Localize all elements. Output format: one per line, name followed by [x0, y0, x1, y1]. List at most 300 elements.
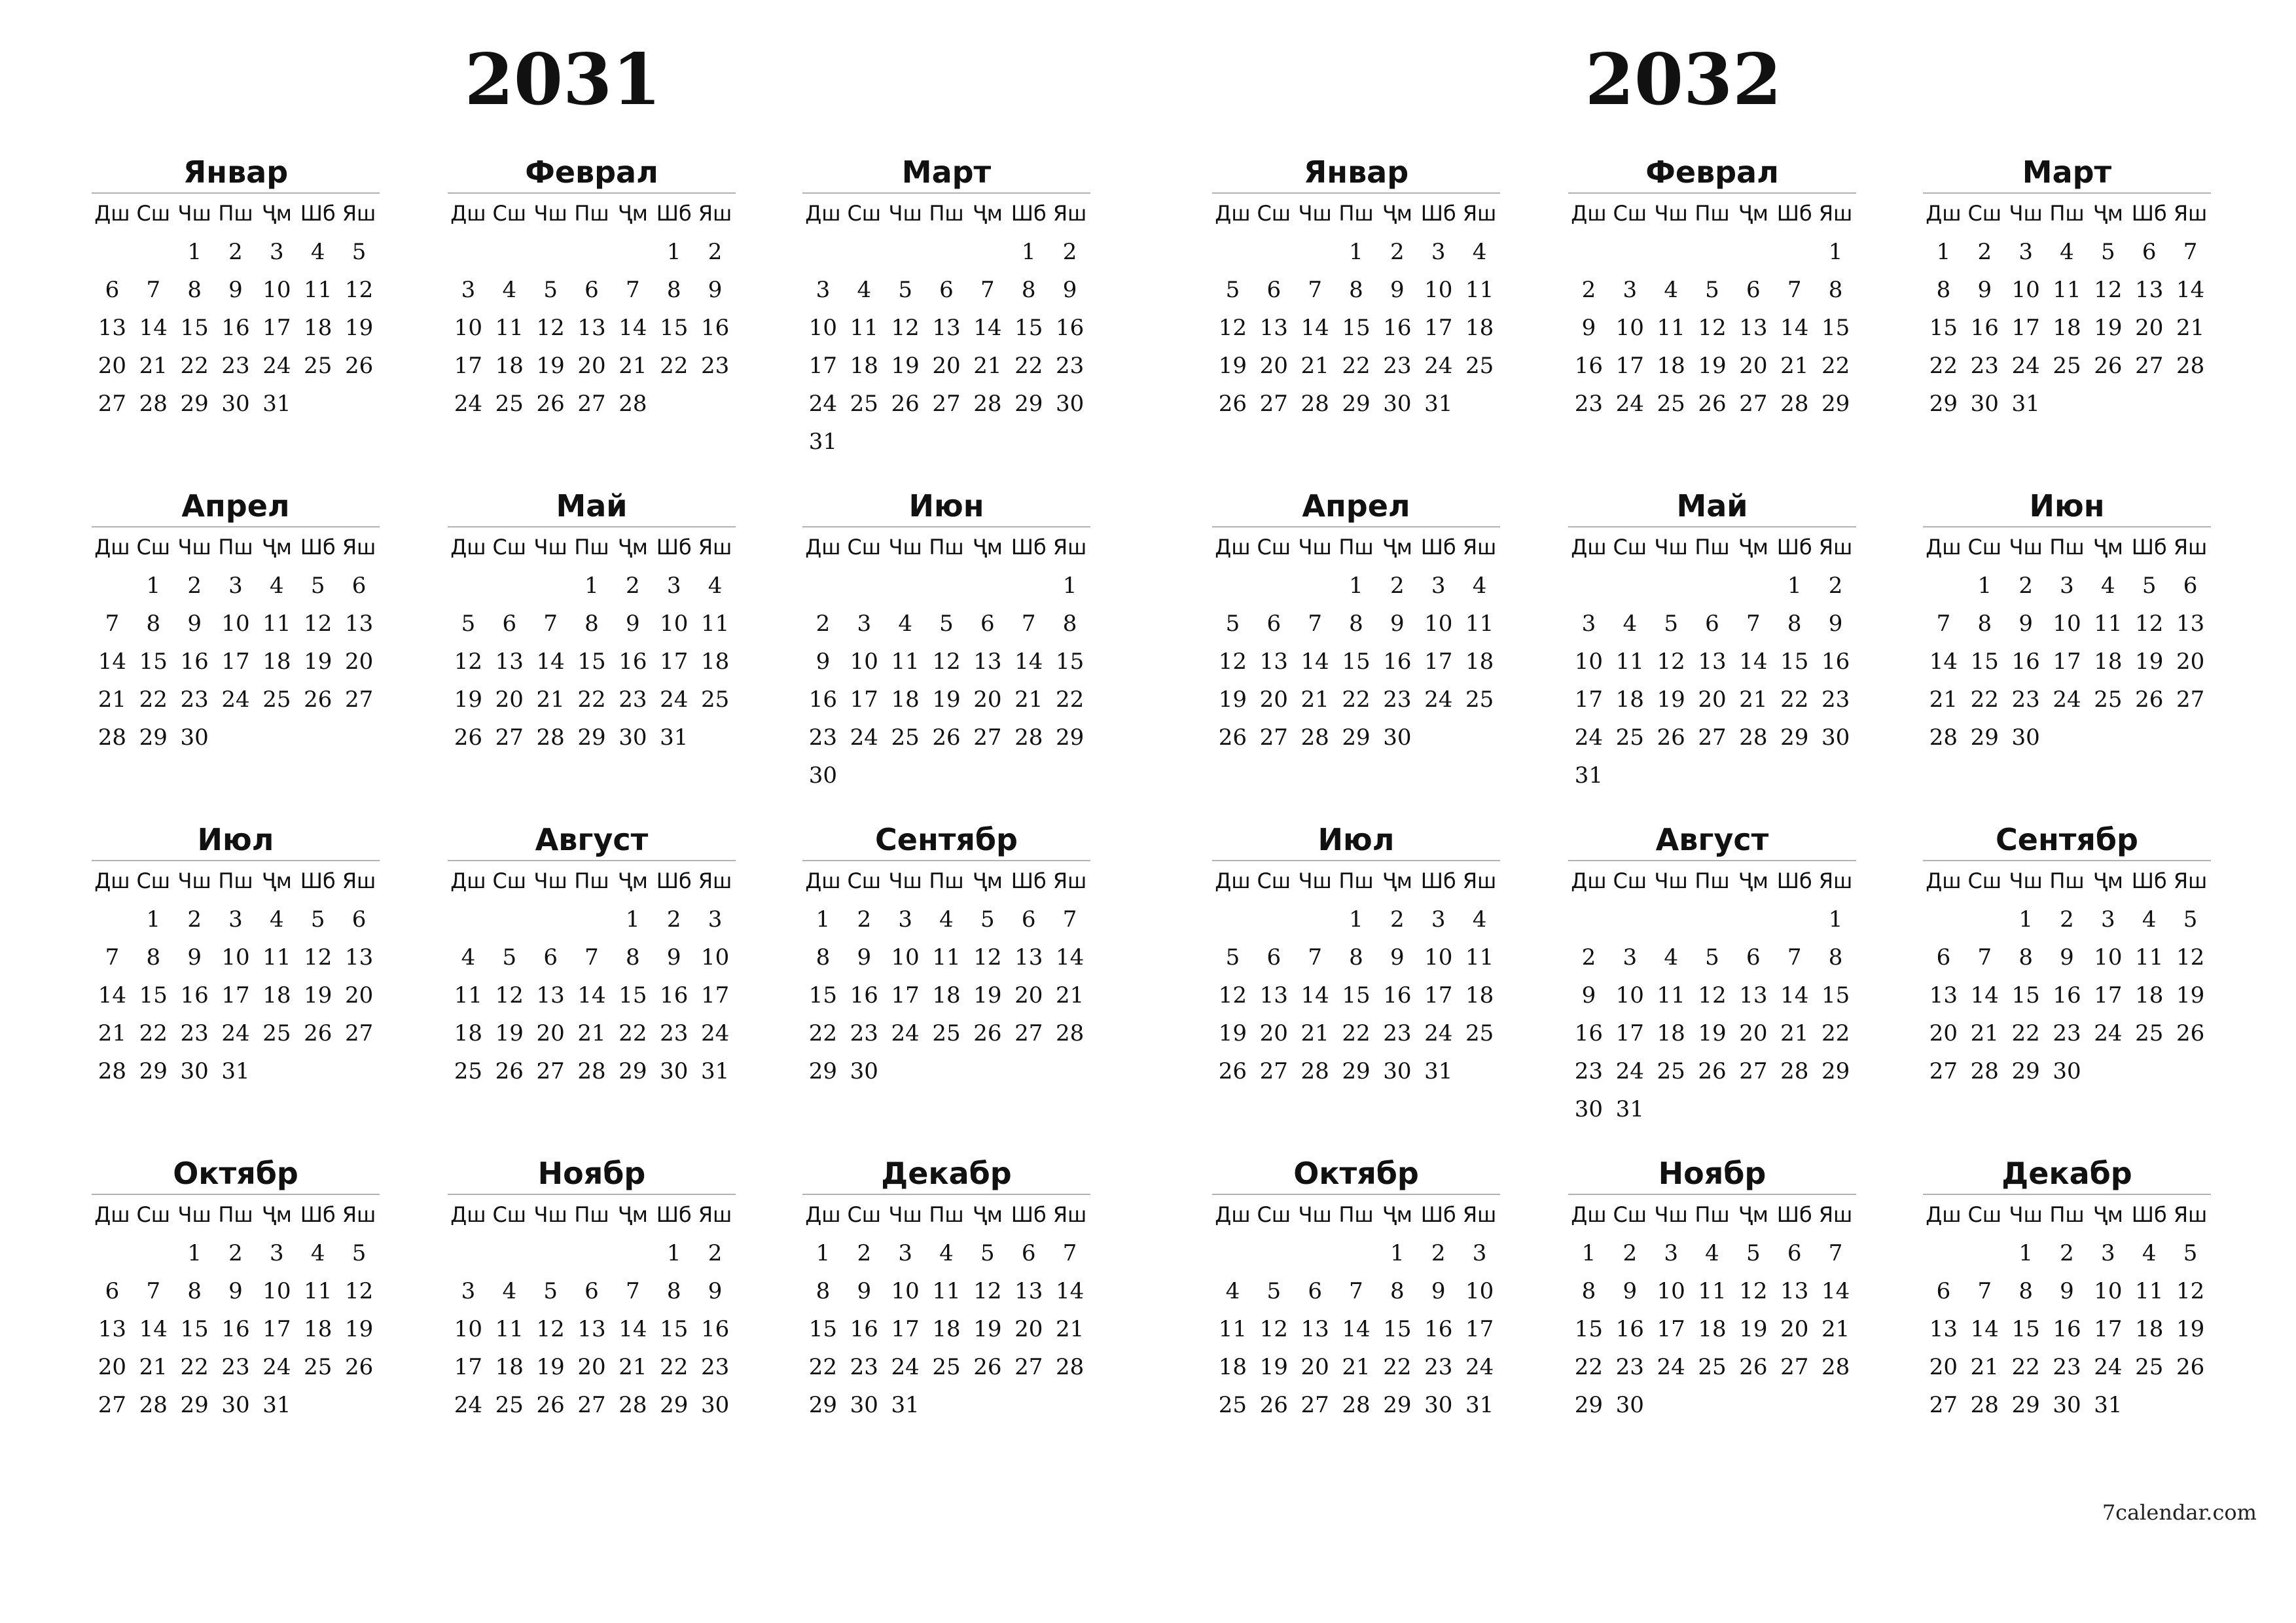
day-cell: 13	[1259, 982, 1288, 1008]
day-cell	[1459, 385, 1500, 423]
week-row	[448, 938, 736, 976]
day-cell: 23	[1383, 353, 1412, 379]
year-block-1	[1212, 0, 2296, 1623]
day-cell: 16	[808, 687, 838, 713]
day-cell: 16	[660, 982, 689, 1008]
weekday-label: Яш	[1462, 1202, 1497, 1227]
year-title: 2031	[464, 39, 662, 121]
day-cell: 26	[1218, 1058, 1247, 1084]
day-cell: 16	[1574, 353, 1604, 379]
weekday-header	[802, 1195, 1090, 1234]
month-name: Май	[1568, 486, 1856, 527]
day-cell: 29	[808, 1392, 838, 1418]
day-cell: 11	[850, 315, 878, 341]
month-block	[1212, 486, 1500, 757]
day-cell: 29	[1929, 391, 1958, 417]
day-cell: 9	[1390, 277, 1405, 303]
day-cell: 13	[1739, 315, 1768, 341]
week-row	[92, 347, 380, 385]
day-cell: 27	[577, 391, 606, 417]
week-row	[1212, 271, 1500, 309]
day-cell: 4	[1705, 1240, 1719, 1266]
day-cell: 4	[1664, 944, 1678, 971]
day-cell: 6	[1705, 611, 1719, 637]
month-block	[448, 486, 736, 757]
day-cell: 23	[180, 687, 209, 713]
day-cell	[1295, 567, 1336, 605]
day-cell: 15	[619, 982, 647, 1008]
day-cell	[1609, 901, 1651, 938]
day-cell: 11	[304, 277, 332, 303]
weekday-label: Шб	[1420, 1202, 1456, 1227]
day-cell: 29	[1574, 1392, 1604, 1418]
day-cell: 29	[139, 1058, 168, 1084]
day-cell: 27	[98, 391, 127, 417]
day-cell: 30	[808, 762, 838, 789]
day-cell	[926, 757, 967, 794]
weekday-header	[448, 194, 736, 233]
day-cell: 4	[270, 573, 284, 599]
day-cell	[1692, 901, 1733, 938]
day-cell: 27	[577, 1392, 606, 1418]
day-cell: 9	[1062, 277, 1077, 303]
weekday-label: Ҷм	[617, 201, 648, 226]
day-cell: 18	[700, 649, 730, 675]
day-cell: 6	[1746, 944, 1761, 971]
weekday-label: Ҷм	[617, 868, 648, 893]
week-row	[802, 1272, 1090, 1310]
weekday-label: Пш	[929, 868, 964, 893]
day-cell: 21	[1300, 1020, 1329, 1046]
day-cell: 24	[221, 1020, 250, 1046]
day-cell	[1774, 757, 1815, 794]
day-cell: 13	[1929, 1316, 1958, 1342]
day-cell: 19	[495, 1020, 524, 1046]
day-cell: 31	[1465, 1392, 1494, 1418]
day-cell: 11	[304, 1278, 332, 1304]
day-cell: 16	[1383, 649, 1412, 675]
day-cell: 20	[2176, 649, 2205, 675]
day-cell	[489, 233, 530, 271]
weekday-label: Яш	[1818, 868, 1853, 893]
day-cell: 11	[1465, 277, 1494, 303]
day-cell: 16	[1615, 1316, 1644, 1342]
week-row	[802, 1234, 1090, 1272]
weekday-label: Ҷм	[2092, 868, 2123, 893]
day-cell: 10	[891, 1278, 920, 1304]
day-cell: 23	[1615, 1354, 1644, 1380]
day-cell: 31	[1424, 391, 1453, 417]
day-cell: 6	[939, 277, 954, 303]
day-cell	[1008, 1052, 1049, 1090]
week-row	[1568, 605, 1856, 643]
day-cell: 5	[980, 1240, 995, 1266]
day-cell: 1	[187, 1240, 202, 1266]
weekday-label: Пш	[929, 201, 964, 226]
day-cell: 9	[1977, 277, 1992, 303]
week-row	[448, 1386, 736, 1424]
weekday-label: Сш	[1967, 1202, 2002, 1227]
day-cell: 10	[1615, 315, 1644, 341]
day-cell: 22	[1821, 353, 1850, 379]
day-cell: 15	[577, 649, 606, 675]
day-cell: 23	[221, 1354, 250, 1380]
day-cell: 14	[536, 649, 565, 675]
day-cell: 4	[1472, 239, 1487, 265]
day-cell: 26	[1218, 391, 1247, 417]
day-cell: 6	[1021, 906, 1036, 933]
weekday-label: Шб	[300, 535, 336, 560]
day-cell: 1	[1828, 906, 1843, 933]
day-cell: 20	[973, 687, 1002, 713]
day-cell: 6	[2183, 573, 2198, 599]
day-cell: 25	[304, 1354, 332, 1380]
weekday-label: Сш	[847, 535, 882, 560]
day-cell: 14	[577, 982, 606, 1008]
month-block	[1923, 1153, 2211, 1424]
day-cell: 6	[584, 1278, 599, 1304]
day-cell: 23	[1574, 1058, 1604, 1084]
day-cell: 9	[228, 1278, 243, 1304]
day-cell: 21	[619, 1354, 647, 1380]
day-cell: 5	[1225, 611, 1240, 637]
week-row	[1568, 938, 1856, 976]
day-cell: 23	[2053, 1020, 2081, 1046]
day-cell: 27	[2135, 353, 2164, 379]
week-row	[1923, 976, 2211, 1014]
weekday-header	[802, 194, 1090, 233]
month-name: Феврал	[448, 152, 736, 194]
week-row	[1923, 1272, 2211, 1310]
day-cell: 11	[2094, 611, 2123, 637]
week-row	[1923, 1310, 2211, 1348]
day-cell	[448, 1234, 489, 1272]
weekday-header	[802, 527, 1090, 567]
day-cell: 19	[2135, 649, 2164, 675]
day-cell: 24	[2053, 687, 2081, 713]
day-cell	[2128, 1386, 2170, 1424]
day-cell	[489, 901, 530, 938]
day-cell: 25	[2094, 687, 2123, 713]
weekday-label: Яш	[698, 1202, 732, 1227]
day-cell: 4	[898, 611, 912, 637]
day-cell: 19	[1698, 353, 1727, 379]
day-cell: 18	[1465, 649, 1494, 675]
month-block	[1212, 819, 1500, 1090]
weekday-label: Шб	[2131, 1202, 2167, 1227]
day-cell: 11	[454, 982, 483, 1008]
weekday-label: Шб	[1776, 1202, 1812, 1227]
week-row	[1212, 1386, 1500, 1424]
day-cell: 18	[2135, 1316, 2164, 1342]
day-cell	[1692, 757, 1733, 794]
day-cell: 15	[2011, 982, 2040, 1008]
day-cell: 21	[1014, 687, 1043, 713]
week-row	[1568, 1090, 1856, 1128]
day-cell: 23	[1821, 687, 1850, 713]
week-row	[1923, 309, 2211, 347]
week-row	[1568, 1310, 1856, 1348]
week-row	[1212, 719, 1500, 757]
day-cell	[530, 901, 571, 938]
day-cell: 23	[1424, 1354, 1453, 1380]
day-cell: 6	[1746, 277, 1761, 303]
week-row	[448, 643, 736, 681]
week-row	[1923, 271, 2211, 309]
day-cell: 21	[1300, 687, 1329, 713]
day-cell	[530, 1234, 571, 1272]
day-cell: 11	[932, 1278, 961, 1304]
day-cell: 19	[536, 1354, 565, 1380]
day-cell: 24	[1424, 1020, 1453, 1046]
month-name: Май	[448, 486, 736, 527]
day-cell: 17	[221, 982, 250, 1008]
day-cell: 25	[262, 1020, 291, 1046]
day-cell: 21	[1055, 982, 1085, 1008]
weekday-label: Сш	[492, 535, 527, 560]
day-cell: 10	[1574, 649, 1604, 675]
day-cell: 26	[304, 1020, 332, 1046]
weekday-label: Пш	[218, 868, 253, 893]
day-cell: 9	[2060, 1278, 2074, 1304]
weekday-label: Ҷм	[972, 868, 1003, 893]
month-block	[802, 1153, 1090, 1424]
day-cell: 1	[1390, 1240, 1405, 1266]
day-cell: 12	[1657, 649, 1685, 675]
day-cell: 23	[700, 353, 730, 379]
day-cell: 25	[2135, 1020, 2164, 1046]
day-cell: 30	[850, 1058, 878, 1084]
weekday-label: Дш	[1926, 535, 1962, 560]
day-cell: 14	[1780, 315, 1809, 341]
day-cell: 26	[454, 724, 483, 751]
day-cell: 15	[139, 982, 168, 1008]
day-cell: 12	[1218, 982, 1247, 1008]
day-cell: 21	[98, 1020, 127, 1046]
day-cell: 15	[1574, 1316, 1604, 1342]
day-cell	[802, 567, 844, 605]
day-cell: 31	[808, 429, 838, 455]
day-cell	[612, 233, 653, 271]
day-cell: 31	[262, 391, 291, 417]
day-cell: 13	[536, 982, 565, 1008]
day-cell: 20	[2135, 315, 2164, 341]
day-cell: 9	[1828, 611, 1843, 637]
week-row	[1923, 567, 2211, 605]
day-cell: 8	[1977, 611, 1992, 637]
day-cell: 9	[228, 277, 243, 303]
day-cell: 30	[700, 1392, 730, 1418]
day-cell: 22	[1821, 1020, 1850, 1046]
day-cell: 14	[1055, 1278, 1085, 1304]
weekday-label: Дш	[94, 535, 130, 560]
day-cell: 20	[98, 1354, 127, 1380]
day-cell: 25	[2053, 353, 2081, 379]
day-cell	[844, 757, 885, 794]
day-cell: 25	[1657, 391, 1685, 417]
weekday-label: Чш	[533, 535, 567, 560]
day-cell: 18	[262, 649, 291, 675]
weekday-label: Дш	[1571, 535, 1607, 560]
day-cell: 5	[1746, 1240, 1761, 1266]
day-cell	[1008, 757, 1049, 794]
day-cell: 21	[1055, 1316, 1085, 1342]
weekday-label: Яш	[1462, 535, 1497, 560]
day-cell: 3	[2060, 573, 2074, 599]
day-cell: 22	[180, 353, 209, 379]
week-row	[1568, 567, 1856, 605]
weekday-label: Шб	[1776, 201, 1812, 226]
week-row	[92, 1014, 380, 1052]
day-cell	[653, 385, 694, 423]
week-row	[802, 976, 1090, 1014]
week-row	[92, 938, 380, 976]
weekday-label: Чш	[1654, 868, 1688, 893]
day-cell: 13	[344, 611, 374, 637]
day-cell: 6	[1266, 277, 1282, 303]
weekday-label: Сш	[492, 201, 527, 226]
day-cell: 17	[1465, 1316, 1494, 1342]
week-row	[802, 1348, 1090, 1386]
day-cell: 20	[932, 353, 961, 379]
day-cell: 25	[304, 353, 332, 379]
day-cell: 4	[939, 1240, 954, 1266]
day-cell: 27	[1929, 1058, 1958, 1084]
day-cell: 10	[262, 1278, 291, 1304]
day-cell	[92, 567, 133, 605]
day-cell	[448, 233, 489, 271]
day-cell: 3	[1472, 1240, 1487, 1266]
day-cell: 22	[1014, 353, 1043, 379]
day-cell: 2	[1390, 906, 1405, 933]
day-cell: 17	[1574, 687, 1604, 713]
day-cell	[2170, 719, 2211, 757]
day-cell: 11	[1465, 611, 1494, 637]
month-name: Октябр	[92, 1153, 380, 1195]
day-cell: 16	[1424, 1316, 1453, 1342]
day-cell: 12	[891, 315, 920, 341]
day-cell: 4	[708, 573, 723, 599]
day-cell: 25	[262, 687, 291, 713]
month-block	[448, 1153, 736, 1424]
day-cell	[215, 719, 257, 757]
day-cell	[571, 901, 613, 938]
weekday-label: Сш	[136, 868, 171, 893]
weekday-label: Сш	[1257, 535, 1291, 560]
day-cell: 20	[1698, 687, 1727, 713]
month-block	[1923, 819, 2211, 1090]
day-cell: 20	[495, 687, 524, 713]
day-cell	[1815, 757, 1856, 794]
day-cell: 7	[1308, 611, 1322, 637]
weekday-label: Пш	[2049, 1202, 2085, 1227]
day-cell: 28	[98, 1058, 127, 1084]
weekday-label: Сш	[1967, 868, 2002, 893]
day-cell: 12	[1218, 649, 1247, 675]
week-row	[1923, 385, 2211, 423]
weekday-label: Шб	[2131, 201, 2167, 226]
day-cell	[885, 567, 926, 605]
day-cell: 15	[1780, 649, 1809, 675]
day-cell	[2087, 1052, 2128, 1090]
day-cell	[885, 757, 926, 794]
day-cell	[448, 901, 489, 938]
week-row	[1212, 1052, 1500, 1090]
day-cell: 4	[502, 1278, 517, 1304]
day-cell: 5	[461, 611, 476, 637]
day-cell: 17	[1424, 982, 1453, 1008]
week-row	[1212, 681, 1500, 719]
day-cell: 18	[495, 1354, 524, 1380]
week-row	[1212, 1310, 1500, 1348]
day-cell: 15	[1342, 982, 1371, 1008]
day-cell: 16	[180, 649, 209, 675]
day-cell: 13	[1300, 1316, 1329, 1342]
day-cell: 4	[2101, 573, 2115, 599]
day-cell: 13	[1259, 649, 1288, 675]
day-cell: 5	[1664, 611, 1678, 637]
day-cell: 22	[139, 687, 168, 713]
day-cell: 10	[891, 944, 920, 971]
day-cell: 14	[1342, 1316, 1371, 1342]
week-row	[448, 1052, 736, 1090]
day-cell: 7	[105, 611, 120, 637]
day-cell: 26	[304, 687, 332, 713]
day-cell: 27	[536, 1058, 565, 1084]
day-cell: 29	[1055, 724, 1085, 751]
week-row	[92, 605, 380, 643]
day-cell: 4	[1225, 1278, 1240, 1304]
day-cell: 26	[1698, 1058, 1727, 1084]
week-row	[1212, 1348, 1500, 1386]
day-cell: 15	[1383, 1316, 1412, 1342]
weekday-label: Сш	[136, 201, 171, 226]
day-cell: 12	[1698, 982, 1727, 1008]
day-cell	[2170, 1052, 2211, 1090]
day-cell: 28	[1055, 1020, 1085, 1046]
day-cell: 18	[2053, 315, 2081, 341]
day-cell: 15	[1970, 649, 1999, 675]
day-cell: 22	[1342, 1020, 1371, 1046]
day-cell: 26	[536, 1392, 565, 1418]
weekday-label: Дш	[94, 868, 130, 893]
day-cell: 11	[495, 315, 524, 341]
day-cell: 10	[1424, 611, 1453, 637]
week-row	[1212, 605, 1500, 643]
day-cell: 12	[973, 1278, 1002, 1304]
weekday-label: Ҷм	[617, 535, 648, 560]
weekday-label: Ҷм	[972, 1202, 1003, 1227]
day-cell: 27	[1780, 1354, 1809, 1380]
weekday-label: Дш	[1215, 535, 1251, 560]
day-cell: 19	[2176, 1316, 2205, 1342]
day-cell: 20	[536, 1020, 565, 1046]
day-cell: 20	[1780, 1316, 1809, 1342]
weekday-header	[92, 194, 380, 233]
day-cell	[1923, 1234, 1964, 1272]
day-cell: 28	[1014, 724, 1043, 751]
day-cell: 25	[495, 391, 524, 417]
day-cell	[1609, 567, 1651, 605]
week-row	[1212, 567, 1500, 605]
day-cell: 23	[2053, 1354, 2081, 1380]
day-cell: 22	[1342, 353, 1371, 379]
day-cell: 15	[808, 982, 838, 1008]
weekday-label: Ҷм	[261, 535, 292, 560]
day-cell: 27	[1259, 724, 1288, 751]
week-row	[802, 605, 1090, 643]
month-block	[448, 152, 736, 423]
